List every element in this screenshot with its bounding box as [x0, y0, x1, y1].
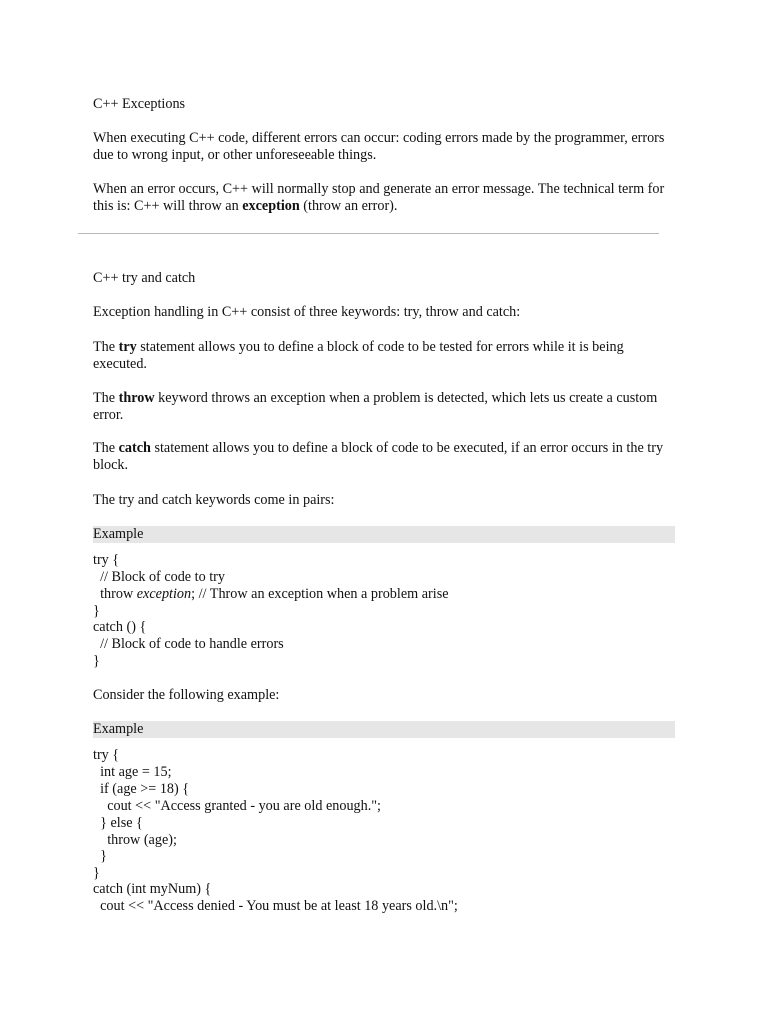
code-line: }	[93, 653, 100, 669]
code-italic: exception	[136, 586, 192, 602]
code-line: cout << "Access denied - You must be at least 18 years old.\n";	[93, 898, 458, 914]
keyword-try: try	[118, 339, 137, 355]
code-line: try {	[93, 552, 120, 568]
paragraph-text: keyword throws an exception when a problem is detected, which lets us create a custom error.	[93, 390, 658, 423]
paragraph	[93, 339, 678, 373]
code-line: // Block of code to handle errors	[93, 636, 284, 652]
code-line: catch (int myNum) {	[93, 881, 212, 897]
section-title: C++ Exceptions	[93, 96, 186, 112]
paragraph-text: (throw an error).	[299, 198, 398, 214]
example-label: Example	[93, 526, 675, 543]
code-line	[93, 586, 449, 603]
paragraph: Exception handling in C++ consist of three keywords: try, throw and catch:	[93, 304, 521, 320]
code-text: ; // Throw an exception when a problem arise	[191, 586, 449, 602]
code-line: throw (age);	[93, 832, 177, 848]
code-line: }	[93, 865, 100, 881]
paragraph-text: The	[93, 440, 119, 456]
code-text: throw	[93, 586, 137, 602]
code-line: }	[93, 848, 107, 864]
code-line: catch () {	[93, 619, 147, 635]
paragraph-text: The	[93, 339, 119, 355]
paragraph: The try and catch keywords come in pairs:	[93, 492, 335, 508]
code-line: int age = 15;	[93, 764, 172, 780]
code-line: }	[93, 603, 100, 619]
keyword-catch: catch	[118, 440, 151, 456]
keyword-throw: throw	[118, 390, 155, 406]
code-line: try {	[93, 747, 120, 763]
code-line: if (age >= 18) {	[93, 781, 190, 797]
paragraph-text: statement allows you to define a block of code to be tested for errors while it is being executed.	[93, 339, 624, 372]
paragraph: Consider the following example:	[93, 687, 280, 703]
code-line: // Block of code to try	[93, 569, 225, 585]
paragraph-text: The	[93, 390, 119, 406]
paragraph	[93, 440, 678, 474]
paragraph	[93, 390, 678, 424]
paragraph-text: When an error occurs, C++ will normally stop and generate an error message. The technical term for this is: C++ will throw an	[93, 181, 665, 214]
example-label: Example	[93, 721, 675, 738]
code-line: cout << "Access granted - you are old enough.";	[93, 798, 382, 814]
paragraph: When executing C++ code, different errors can occur: coding errors made by the programmer, errors due to wrong input, or other unforeseeable things.	[93, 130, 665, 163]
horizontal-divider	[78, 233, 659, 234]
section-title: C++ try and catch	[93, 270, 196, 286]
keyword-exception: exception	[242, 198, 300, 214]
paragraph-text: statement allows you to define a block of code to be executed, if an error occurs in the try block.	[93, 440, 664, 473]
code-line: } else {	[93, 815, 143, 831]
paragraph	[93, 181, 678, 215]
